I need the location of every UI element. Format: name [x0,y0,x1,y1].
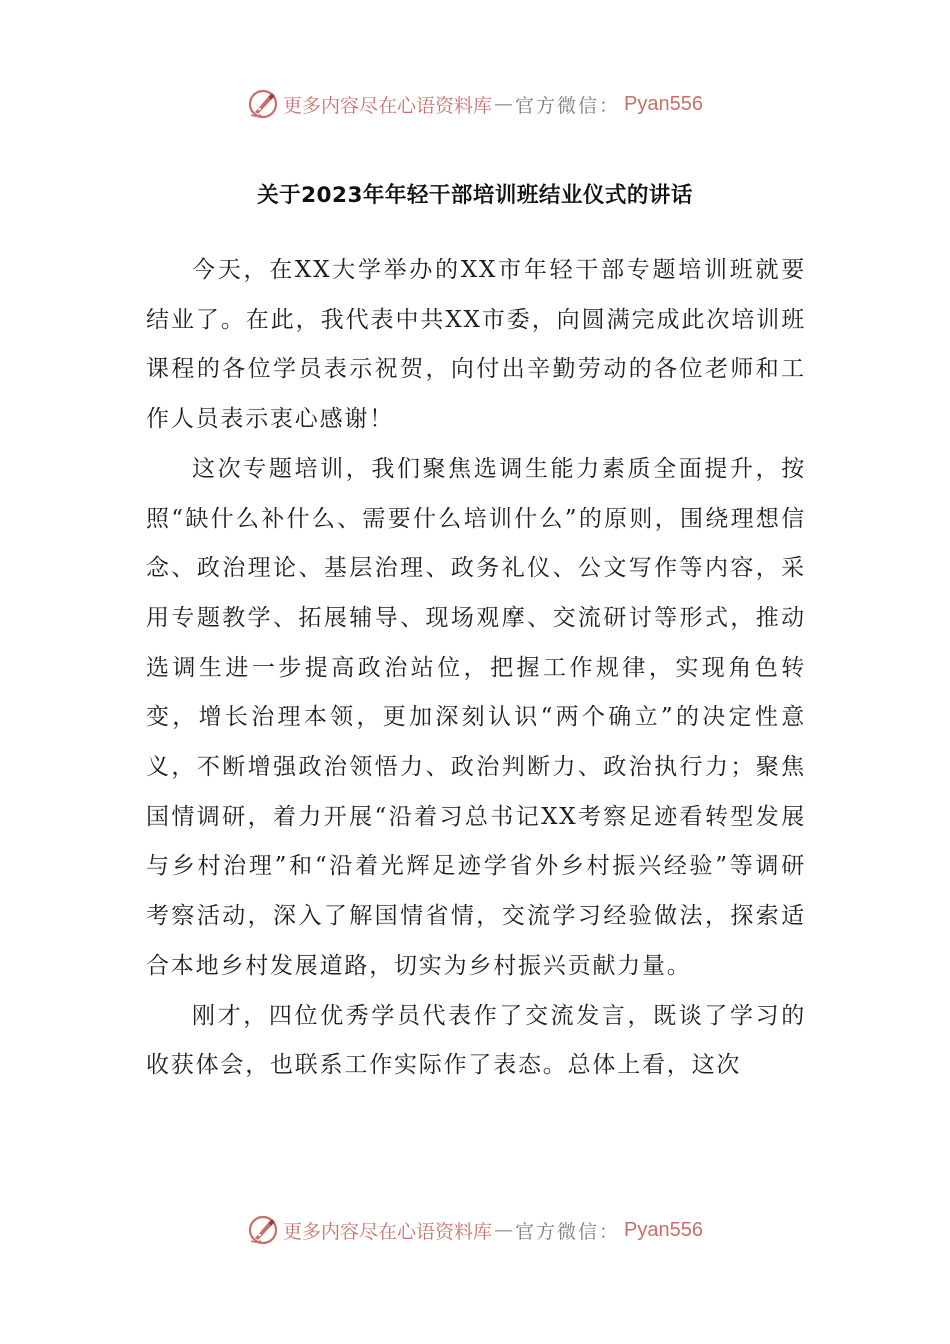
paragraph-1: 今天，在XX大学举办的XX市年轻干部专题培训班就要结业了。在此，我代表中共XX市委，向圆满完成此次培训班课程的各位学员表示祝贺，向付出辛勤劳动的各位老师和工作人员表示衷心感谢！ [146,257,806,433]
banner-contact-id: Pyan556 [624,1218,703,1241]
banner-main-text: 更多内容尽在心语资料库 [283,1220,493,1243]
banner-contact-id: Pyan556 [624,92,703,115]
document-title: 关于2023年年轻干部培训班结业仪式的讲话 [257,183,693,208]
document-body [146,246,806,1091]
paragraph-3: 刚才，四位优秀学员代表作了交流发言，既谈了学习的收获体会，也联系工作实际作了表态。总体上看，这次 [146,1002,806,1079]
pen-nib-logo-icon [247,88,279,120]
banner-main-text: 更多内容尽在心语资料库 [283,94,493,117]
banner-contact-label: 官方微信： [515,94,621,117]
footer-banner [0,1210,950,1250]
banner-separator: — [494,93,514,115]
header-banner [0,84,950,124]
pen-nib-logo-icon [247,1214,279,1246]
paragraph-2: 这次专题培训，我们聚焦选调生能力素质全面提升，按照“缺什么补什么、需要什么培训什么”的原则，围绕理想信念、政治理论、基层治理、政务礼仪、公文写作等内容，采用专题教学、拓展辅导、现场观摩、交流研讨等形式，推动选调生进一步提高政治站位，把握工作规律，实现角色转变，增长治理本领，更加深刻认识“两个确立”的决定性意义，不断增强政治领悟力、政治判断力、政治执行力；聚焦国情调研，着力开展“沿着习总书记XX考察足迹看转型发展与乡村治理”和“沿着光辉足迹学省外乡村振兴经验”等调研考察活动，深入了解国情省情，交流学习经验做法，探索适合本地乡村发展道路，切实为乡村振兴贡献力量。 [146,455,806,979]
banner-separator: — [494,1219,514,1241]
banner-contact-label: 官方微信： [515,1220,621,1243]
